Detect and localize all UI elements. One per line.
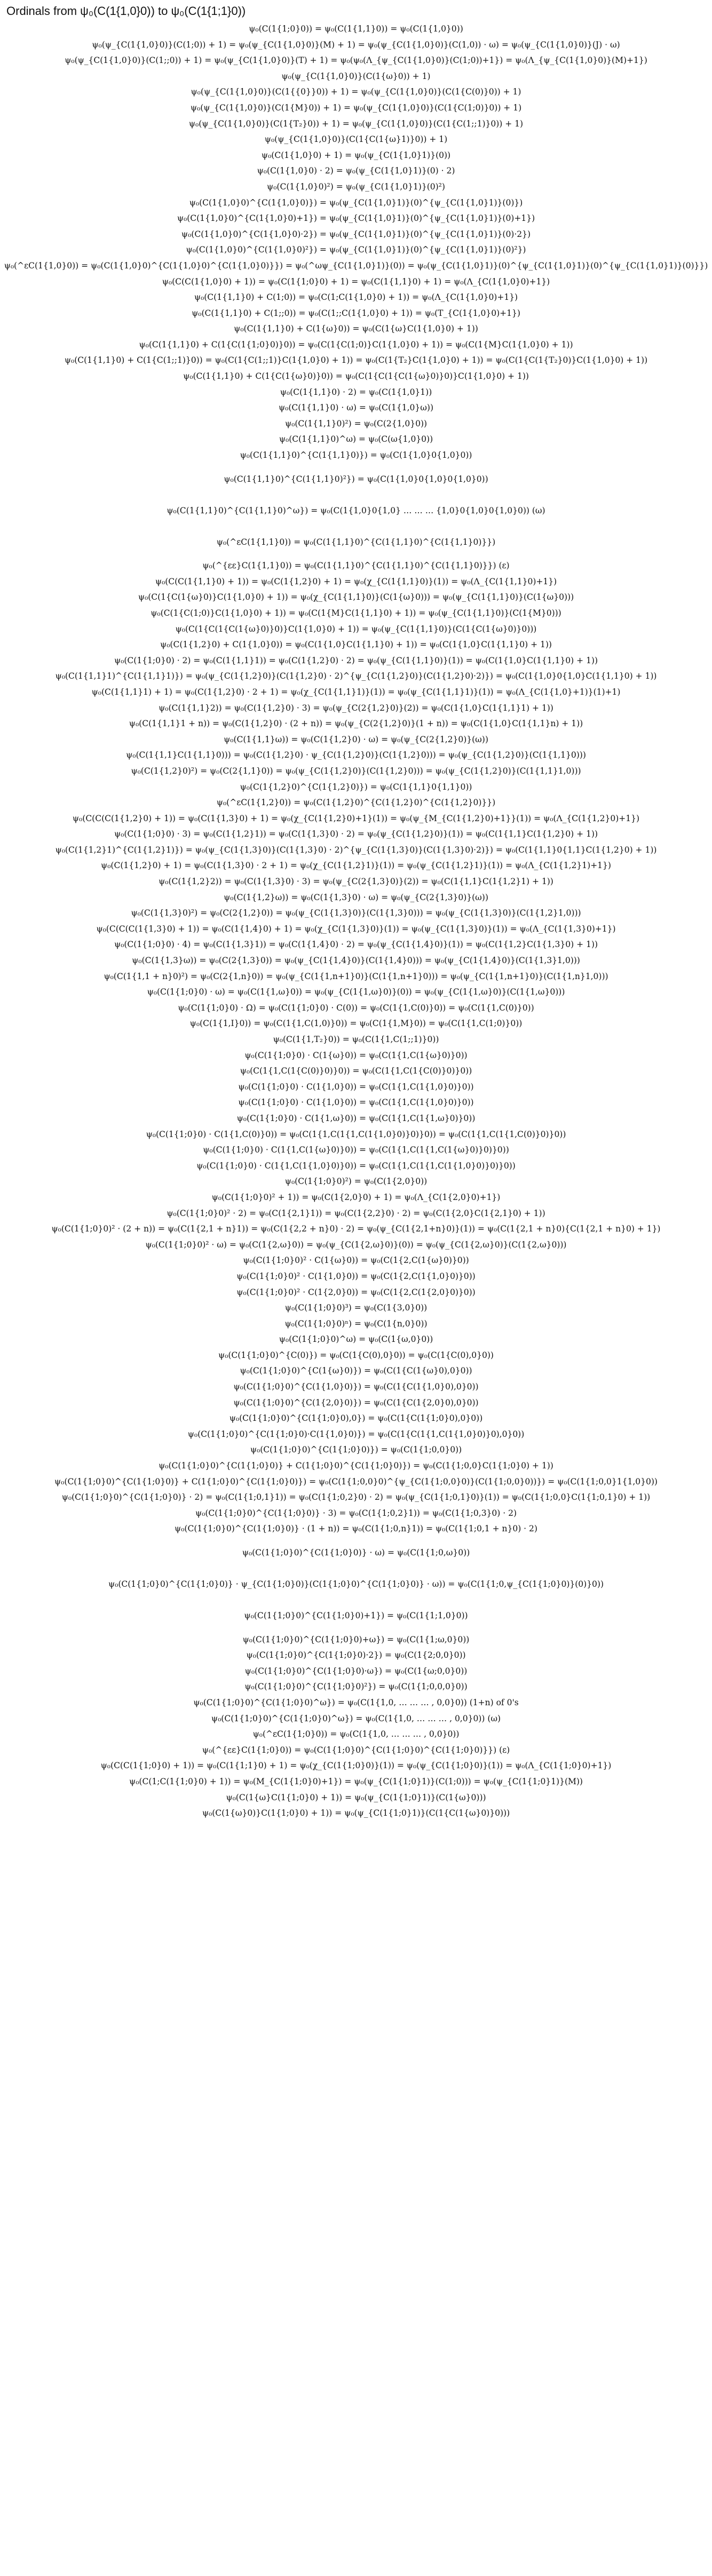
equation-row: ψ₀(^{εε}C(1{1;0}0)) = ψ₀(C(1{1;0}0)^{C(1{1;0}0)^{C(1{1;0}0)}}) (ε)	[202, 1745, 510, 1755]
equation-row: ψ₀(C(1{1;0}0) · 3) = ψ₀(C(1{1,2}1)) = ψ₀(C(1{1,3}0) · 2) = ψ₀(ψ_{C(1{1,2}0)}(1)) = ψ₀(C(1{1,1}C(1{1,2}0) + 1))	[114, 829, 598, 839]
equation-row: ψ₀(C(1{1;0}0) · C(1{1,ω}0)) = ψ₀(C(1{1,C(1{1,ω}0)}0))	[236, 1113, 476, 1123]
equation-row: ψ₀(C(C(1{1;0}0) + 1)) = ψ₀(C(1{1;1}0) + 1) = ψ₀(χ_{C(1{1;0}0)}(1)) = ψ₀(ψ_{C(1{1;0}0)}(1)) = ψ₀(Λ_{C(1{1;0}0)+1})	[100, 1761, 612, 1771]
equation-row: ψ₀(ψ_{C(1{1,0}0)}(C(1{C(1{ω}1)}0)) + 1)	[264, 134, 448, 145]
equation-row: ψ₀(C(1{1;0}0)² · C(1{2,0}0)) = ψ₀(C(1{2,C(1{2,0}0)}0))	[236, 1287, 476, 1297]
equation-row: ψ₀(C(1{1;0}0)² + 1)) = ψ₀(C(1{2,0}0) + 1) = ψ₀(Λ_{C(1{2,0}0)+1})	[211, 1192, 501, 1202]
equation-row: ψ₀(C(1{1;0}0) · C(1{1,C(1{1,0}0)}0)) = ψ₀(C(1{1,C(1{1,C(1{1,0}0)}0)}0))	[196, 1160, 516, 1171]
equation-row: ψ₀(C(1{1;0}0)² · 2) = ψ₀(C(1{2,1}1)) = ψ₀(C(1{2,2}0) · 2) = ψ₀(C(1{2,0}C(1{2,1}0) + 1))	[167, 1208, 545, 1218]
equation-row: ψ₀(C(C(1{1,1}0) + 1)) = ψ₀(C(1{1,2}0) + 1) = ψ₀(χ_{C(1{1,1}0)}(1)) = ψ₀(Λ_{C(1{1,1}0)+1})	[155, 576, 557, 586]
equation-list	[0, 21, 712, 1822]
equation-row: ψ₀(C(1{1,2}0) + C(1{1,0}0)) = ψ₀(C(1{1,0}C(1{1,1}0) + 1)) = ψ₀(C(1{1,0}C(1{1,1}0) + 1))	[160, 640, 552, 650]
equation-row: ψ₀(C(1{1,0}0)^{C(1{1,0}0)+1}) = ψ₀(ψ_{C(1{1,0}1)}(0)^{ψ_{C(1{1,0}1)}(0)+1})	[177, 213, 535, 224]
equation-row: ψ₀(ψ_{C(1{1,0}0)}(C(1{M}0)) + 1) = ψ₀(ψ_{C(1{1,0}0)}(C(1{C(1;0)}0)) + 1)	[190, 102, 522, 113]
equation-row: ψ₀(ψ_{C(1{1,0}0)}(C(1{ω}0)) + 1)	[281, 71, 431, 81]
equation-row: ψ₀(C(1{1,1}1) + 1) = ψ₀(C(1{1,2}0) · 2 + 1) = ψ₀(χ_{C(1{1,1}1)}(1)) = ψ₀(ψ_{C(1{1,1}1)}(1)) = ψ₀(Λ_{C(1{1,0}+1)}(1)+1)	[91, 687, 621, 697]
equation-row: ψ₀(C(1{1,1}1 + n)) = ψ₀(C(1{1,2}0) · (2 + n)) = ψ₀(ψ_{C(2{1,2}0)}(1 + n)) = ψ₀(C(1{1,0}C(1{1,1}n) + 1))	[129, 719, 583, 729]
equation-row: ψ₀(C(C(C(1{1,3}0) + 1)) = ψ₀(C(1{1,4}0) + 1) = ψ₀(χ_{C(1{1,3}0)}(1)) = ψ₀(ψ_{C(1{1,3}0)}(1)) = ψ₀(Λ_{C(1{1,3}0)+1})	[96, 924, 616, 934]
equation-row: ψ₀(C(1{1;0}0)^{C(1{1;0}0)^ω}) = ψ₀(C(1{1,0, … … … , 0,0}0)) (ω)	[211, 1713, 501, 1723]
equation-row: ψ₀(C(1{1;0}0)^{C(0)}) = ψ₀(C(1{C(0),0}0)) = ψ₀(C(1{C(0),0}0))	[218, 1350, 494, 1360]
equation-row: ψ₀(C(1{1,1}0) · ω) = ψ₀(C(1{1,0}ω))	[278, 403, 434, 413]
equation-row: ψ₀(C(1{1,1}0) + C(1{C(1{1;0}0)}0)) = ψ₀(C(1{C(1;0)}C(1{1,0}0) + 1)) = ψ₀(C(1{M}C(1{1,0}0) + 1))	[139, 339, 573, 349]
equation-row: ψ₀(C(1{1,1}2)) = ψ₀(C(1{1,2}0) · 3) = ψ₀(ψ_{C(2{1,2}0)}(2)) = ψ₀(C(1{1,0}C(1{1,1}1) + 1))	[159, 703, 553, 713]
equation-row: ψ₀(C(1{1;0}0)^{C(1{1;0}0)+1}) = ψ₀(C(1{1;1,0}0))	[244, 1611, 468, 1621]
equation-row: ψ₀(C(1{1,0}0)^{C(1{1,0}0)·2}) = ψ₀(ψ_{C(1{1,0}1)}(0)^{ψ_{C(1{1,0}1)}(0)·2})	[181, 229, 531, 239]
page-title: Ordinals from ψ₀(C(1{1,0}0)) to ψ₀(C(1{1;1}0))	[6, 4, 246, 18]
equation-row: ψ₀(C(1{1;0}0) · C(1{1,C(1{ω}0)}0)) = ψ₀(C(1{1,C(1{1,C(1{ω}0)}0)}0))	[203, 1145, 509, 1155]
equation-row: ψ₀(C(1{ω}C(1{1;0}0) + 1)) = ψ₀(ψ_{C(1{1;0}1)}(C(1{ω}0)))	[226, 1792, 486, 1802]
equation-row: ψ₀(C(1{1;0}0)² · ω) = ψ₀(C(1{2,ω}0)) = ψ₀(ψ_{C(1{2,ω}0)}(0)) = ψ₀(ψ_{C(1{2,ω}0)}(C(1{2,ω}0)))	[145, 1239, 567, 1250]
equation-row: ψ₀(C(1{1,1}0) + C(1{C(1{ω}0)}0)) = ψ₀(C(1{C(1{C(1{ω}0)}0)}C(1{1,0}0) + 1))	[183, 371, 529, 381]
equation-row: ψ₀(C(1{1;0}0)^{C(1{1;0}0)} · ω) = ψ₀(C(1{1;0,ω}0))	[242, 1548, 470, 1557]
equation-row: ψ₀(C(1{1;0}0)^{C(1{1;0}0)} · ψ_{C(1{1;0}0)}(C(1{1;0}0)^{C(1{1;0}0)} · ω)) = ψ₀(C(1{1;0,ψ_{C(1{1;0}0)}(0)}0))	[108, 1579, 604, 1589]
equation-row: ψ₀(C(1{1,1}0) · 2) = ψ₀(C(1{1,0}1))	[280, 387, 432, 397]
equation-row: ψ₀(^εC(1{1;0}0)) = ψ₀(C(1{1,0, … … … , 0,0}0))	[252, 1729, 460, 1739]
equation-row: ψ₀(C(1{1,1}ω)) = ψ₀(C(1{1,2}0) · ω) = ψ₀(ψ_{C(2{1,2}0)}(ω))	[224, 734, 488, 744]
equation-row: ψ₀(C(1{1,1}C(1{1,1}0))) = ψ₀(C(1{1,2}0) · ψ_{C(1{1,2}0)}(C(1{1,2}0))) = ψ₀(ψ_{C(1{1,2}0)}(C(1{1,1}0)))	[126, 750, 586, 760]
equation-row: ψ₀(C(1{1,1}0) + C(1;;0)) = ψ₀(C(1;;C(1{1,0}0) + 1)) = ψ₀(T_{C(1{1,0}0)+1})	[192, 308, 520, 318]
equation-row: ψ₀(C(1{1,0}0) + 1) = ψ₀(ψ_{C(1{1,0}1)}(0))	[261, 150, 451, 160]
equation-row: ψ₀(C(1{1,2}0)²) = ψ₀(C(2{1,1}0)) = ψ₀(ψ_{C(1{1,2}0)}(C(1{1,2}0))) = ψ₀(ψ_{C(1{1,2}0)}(C(1{1,1}1,0)))	[131, 766, 581, 776]
equation-row: ψ₀(C(1{1,I}0)) = ψ₀(C(1{1,C(1,0)}0)) = ψ₀(C(1{1,M}0)) = ψ₀(C(1{1,C(1;0)}0))	[189, 1019, 523, 1029]
equation-row: ψ₀(^εC(1{1,1}0)) = ψ₀(C(1{1,1}0)^{C(1{1,1}0)^{C(1{1,1}0)}})	[216, 537, 496, 547]
equation-row: ψ₀(C(1{1;0}0)^{C(1{1;0}0)} · (1 + n)) = ψ₀(C(1{1;0,n}1)) = ψ₀(C(1{1;0,1 + n}0) · 2)	[175, 1524, 537, 1534]
equation-row: ψ₀(^εC(1{1,0}0)) = ψ₀(C(1{1,0}0)^{C(1{1,0}0)^{C(1{1,0}0)}}) = ψ₀(^ωψ_{C(1{1,0}1)}(0)) = ψ₀(ψ_{C(1{1,0}1)}(0)^{ψ_{C(1{1,0}1)}(0)^{ψ_{C(1{1,0}1)}(0)}})	[4, 260, 708, 271]
equation-row: ψ₀(C(1{1,3}ω)) = ψ₀(C(2{1,3}0)) = ψ₀(ψ_{C(1{1,4}0)}(C(1{1,4}0))) = ψ₀(ψ_{C(1{1,4}0)}(C(1{1,3}1,0)))	[132, 956, 580, 966]
equation-row: ψ₀(C(1{1,2}0)^{C(1{1,2}0)}) = ψ₀(C(1{1,1}0{1,1}0))	[240, 782, 472, 792]
equation-row: ψ₀(C(1{1;0}0)²) = ψ₀(C(1{2,0}0))	[284, 1176, 428, 1187]
equation-row: ψ₀(C(1{1,1 + n}0)²) = ψ₀(C(2{1,n}0)) = ψ₀(ψ_{C(1{1,n+1}0)}(C(1{1,n+1}0))) = ψ₀(ψ_{C(1{1,n+1}0)}(C(1{1,n}1,0)))	[104, 971, 608, 981]
equation-row: ψ₀(C(1{1,1}0) + C(1;0)) = ψ₀(C(1;C(1{1,0}0) + 1)) = ψ₀(Λ_{C(1{1,0}0)+1})	[194, 292, 518, 303]
equation-row: ψ₀(C(1{1,0}0)^{C(1{1,0}0)}) = ψ₀(ψ_{C(1{1,0}1)}(0)^{ψ_{C(1{1,0}1)}(0)})	[189, 197, 523, 208]
equation-row: ψ₀(C(1{1,2}1)^{C(1{1,2}1)}) = ψ₀(ψ_{C(1{1,3}0)}(C(1{1,3}0) · 2)^{ψ_{C(1{1,3}0)}(C(1{1,3}0)·2)}) = ψ₀(C(1{1,1}0{1,1}C(1{1,2}0) + 1))	[55, 845, 657, 855]
equation-row: ψ₀(C(1{1;0}0)^{C(1{1;0}0),0}) = ψ₀(C(1{C(1{1;0}0),0}0))	[229, 1413, 483, 1424]
equation-row: ψ₀(C(1{1,1}0)^ω) = ψ₀(C(ω{1,0}0))	[279, 434, 433, 444]
equation-row: ψ₀(C(1;C(1{1;0}0) + 1)) = ψ₀(M_{C(1{1;0}0)+1}) = ψ₀(ψ_{C(1{1;0}1)}(C(1;0))) = ψ₀(ψ_{C(1{1;0}1)}(M))	[129, 1776, 583, 1786]
equation-row: ψ₀(C(1{1;0}0) · ω) = ψ₀(C(1{1,ω}0)) = ψ₀(ψ_{C(1{1,ω}0)}(0)) = ψ₀(ψ_{C(1{1,ω}0)}(C(1{1,ω}0)))	[147, 987, 565, 997]
equation-row: ψ₀(C(1{1;0}0)² · C(1{ω}0)) = ψ₀(C(1{2,C(1{ω}0)}0))	[243, 1255, 469, 1266]
equation-row: ψ₀(C(1{1,1}0)^{C(1{1,1}0)²}) = ψ₀(C(1{1,0}0{1,0}0{1,0}0))	[224, 474, 488, 484]
equation-row: ψ₀(C(1{C(1;0)}C(1{1,0}0) + 1)) = ψ₀(C(1{M}C(1{1,1}0) + 1)) = ψ₀(ψ_{C(1{1,1}0)}(C(1{M}0)))	[151, 608, 561, 618]
equation-row: ψ₀(C(1{1;0}0)^{C(1{1;0}0)+ω}) = ψ₀(C(1{1;ω,0}0))	[242, 1634, 470, 1644]
equation-row: ψ₀(C(1{1;0}0) · C(1{1,C(0)}0)) = ψ₀(C(1{1,C(1{1,C(1{1,0}0)}0)}0)) = ψ₀(C(1{1,C(1{1,C(0)}0)}0))	[146, 1129, 566, 1139]
equation-row: ψ₀(C(1{1,C(1{C(0)}0)}0)) = ψ₀(C(1{1,C(1{C(0)}0)}0))	[240, 1066, 472, 1076]
equation-row: ψ₀(C(1{1,1}0)^{C(1{1,1}0)}) = ψ₀(C(1{1,0}0{1,0}0))	[240, 450, 472, 460]
equation-row: ψ₀(C(1{1,1}0)²) = ψ₀(C(2{1,0}0))	[284, 418, 428, 428]
equation-row: ψ₀(C(1{1;0}0) · C(1{1,0}0)) = ψ₀(C(1{1,C(1{1,0}0)}0))	[238, 1098, 474, 1108]
equation-row: ψ₀(C(1{1,1}0) + C(1{ω}0)) = ψ₀(C(1{ω}C(1{1,0}0) + 1))	[234, 324, 478, 334]
equation-row: ψ₀(C(1{1;0}0) · 2) = ψ₀(C(1{1,1}1)) = ψ₀(C(1{1,2}0) · 2) = ψ₀(ψ_{C(1{1,1}0)}(1)) = ψ₀(C(1{1,0}C(1{1,1}0) + 1))	[114, 655, 598, 665]
equation-row: ψ₀(C(1{1,2}ω)) = ψ₀(C(1{1,3}0) · ω) = ψ₀(ψ_{C(2{1,3}0)}(ω))	[224, 892, 488, 902]
equation-row: ψ₀(C(1{1,0}0) · 2) = ψ₀(ψ_{C(1{1,0}1)}(0) · 2)	[257, 166, 455, 176]
equation-row: ψ₀(C(1{1;0}0) · Ω) = ψ₀(C(1{1;0}0) · C(0)) = ψ₀(C(1{1,C(0)}0)) = ψ₀(C(1{1,C(0)}0))	[178, 1003, 534, 1013]
equation-row: ψ₀(C(1{1;0}0)² · (2 + n)) = ψ₀(C(1{2,1 + n}1)) = ψ₀(C(1{2,2 + n}0) · 2) = ψ₀(ψ_{C(1{2,1+n}0)}(1)) = ψ₀(C(1{2,1 + n}0){C(1{2,1 + n}0) + 1})	[51, 1224, 661, 1234]
equation-row: ψ₀(C(1{1;0}0) · C(1{1,0}0)) = ψ₀(C(1{1,C(1{1,0}0)}0))	[238, 1082, 474, 1092]
equation-row: ψ₀(C(1{1;0}0)^{C(1{1;0}0)^ω}) = ψ₀(C(1{1,0, … … … , 0,0}0)) (1+n) of 0's	[193, 1697, 519, 1707]
equation-row: ψ₀(C(1{1,2}2)) = ψ₀(C(1{1,3}0) · 3) = ψ₀(ψ_{C(2{1,3}0)}(2)) = ψ₀(C(1{1,1}C(1{1,2}1) + 1))	[159, 877, 553, 887]
equation-row: ψ₀(ψ_{C(1{1,0}0)}(C(1;0)) + 1) = ψ₀(ψ_{C(1{1,0}0)}(M) + 1) = ψ₀(ψ_{C(1{1,0}0)}(C(1,0)) · ω) = ψ₀(ψ_{C(1{1,0}0)}(J) · ω)	[92, 39, 620, 50]
equation-row: ψ₀(C(1{1,1}1)^{C(1{1,1}1)}) = ψ₀(ψ_{C(1{1,2}0)}(C(1{1,2}0) · 2)^{ψ_{C(1{1,2}0)}(C(1{1,2}0)·2)}) = ψ₀(C(1{1,0}0{1,0}C(1{1,1}0) + 1))	[55, 671, 657, 681]
equation-row: ψ₀(C(1{1;0}0)^{C(1{1;0}0)·ω}) = ψ₀(C(1{ω;0,0}0))	[244, 1666, 468, 1676]
equation-row: ψ₀(ψ_{C(1{1,0}0)}(C(1{T₂}0)) + 1) = ψ₀(ψ_{C(1{1,0}0)}(C(1{C(1;;1)}0)) + 1)	[188, 118, 524, 129]
equation-row: ψ₀(^{εε}C(1{1,1}0)) = ψ₀(C(1{1,1}0)^{C(1{1,1}0)^{C(1{1,1}0)}}) (ε)	[202, 561, 510, 571]
equation-row: ψ₀(C(C(1{1,0}0) + 1)) = ψ₀(C(1{1;0}0) + 1) = ψ₀(C(1{1,1}0) + 1) = ψ₀(Λ_{C(1{1,0}0)+1})	[162, 276, 550, 287]
equation-row: ψ₀(C(1{1;0}0)) = ψ₀(C(1{1,1}0)) = ψ₀(C(1{1,0}0))	[249, 24, 463, 34]
equation-row: ψ₀(C(1{ω}0)}C(1{1;0}0) + 1)) = ψ₀(ψ_{C(1{1;0}1)}(C(1{C(1{ω}0)}0)))	[202, 1808, 510, 1818]
equation-row: ψ₀(ψ_{C(1{1,0}0)}(C(1{{0}}0)) + 1) = ψ₀(ψ_{C(1{1,0}0)}(C(1{C(0)}0)) + 1)	[191, 87, 521, 97]
equation-row: ψ₀(C(1{1;0}0)^{C(1{2,0}0)}) = ψ₀(C(1{C(1{2,0}0),0}0))	[233, 1397, 479, 1408]
equation-row: ψ₀(C(1{1,0}0)^{C(1{1,0}0)²}) = ψ₀(ψ_{C(1{1,0}1)}(0)^{ψ_{C(1{1,0}1)}(0)²})	[186, 245, 526, 255]
equation-row: ψ₀(C(1{1,T₂}0)) = ψ₀(C(1{1,C(1;;1)}0))	[273, 1035, 439, 1044]
equation-row: ψ₀(C(1{1;0}0)^{C(1{ω}0)}) = ψ₀(C(1{C(1{ω}0),0}0))	[240, 1366, 472, 1376]
equation-row: ψ₀(C(1{1;0}0)^ω) = ψ₀(C(1{ω,0}0))	[279, 1334, 433, 1345]
equation-row: ψ₀(C(1{1;0}0)² · C(1{1,0}0)) = ψ₀(C(1{2,C(1{1,0}0)}0))	[236, 1271, 476, 1281]
equation-row: ψ₀(C(1{1,1}0)^{C(1{1,1}0)^ω}) = ψ₀(C(1{1,0}0{1,0} … … … {1,0}0{1,0}0{1,0}0)) (ω)	[167, 505, 545, 515]
equation-row: ψ₀(C(1{1;0}0)^{C(1{1;0}0)} + C(1{1;0}0)^{C(1{1;0}0)}) = ψ₀(C(1{1;0,0}C(1{1;0}0) + 1))	[159, 1461, 553, 1471]
equation-row: ψ₀(C(1{C(1{C(1{ω}0)}0)}C(1{1,0}0) + 1)) = ψ₀(ψ_{C(1{1,1}0)}(C(1{C(1{ω}0)}0)))	[175, 624, 537, 634]
equation-row: ψ₀(^εC(1{1,2}0)) = ψ₀(C(1{1,2}0)^{C(1{1,2}0)^{C(1{1,2}0)}})	[216, 798, 496, 808]
equation-row: ψ₀(C(1{1,1}0) + C(1{C(1;;1)}0)) = ψ₀(C(1{C(1;;1)}C(1{1,0}0) + 1)) = ψ₀(C(1{T₂}C(1{1,0}0) + 1)) = ψ₀(C(1{C(1{T₂}0)}C(1{1,0}0) + 1))	[64, 355, 648, 365]
equation-row: ψ₀(C(1{1;0}0)^{C(1{1;0}0)} · 2) = ψ₀(C(1{1;0,1}1)) = ψ₀(C(1{1;0,2}0) · 2) = ψ₀(ψ_{C(1{1;0,1}0)}(1)) = ψ₀(C(1{1;0,0}C(1{1;0,1}0) + 1))	[61, 1492, 651, 1502]
equation-row: ψ₀(C(1{1;0}0)^{C(1{1;0}0)}) = ψ₀(C(1{1;0,0}0))	[250, 1445, 462, 1455]
equation-row: ψ₀(C(1{1,2}0) + 1) = ψ₀(C(1{1,3}0) · 2 + 1) = ψ₀(χ_{C(1{1,2}1)}(1)) = ψ₀(ψ_{C(1{1,2}1)}(1)) = ψ₀(Λ_{C(1{1,2}1)+1})	[101, 861, 611, 871]
equation-row: ψ₀(C(1{1;0}0) · 4) = ψ₀(C(1{1,3}1)) = ψ₀(C(1{1,4}0) · 2) = ψ₀(ψ_{C(1{1,4}0)}(1)) = ψ₀(C(1{1,2}C(1{1,3}0) + 1))	[114, 940, 598, 950]
equation-row: ψ₀(C(1{1;0}0)^{C(1{1;0}0)²}) = ψ₀(C(1{1;0,0,0}0))	[244, 1682, 468, 1692]
equation-row: ψ₀(C(1{1;0}0)^{C(1{1,0}0)}) = ψ₀(C(1{C(1{1,0}0),0}0))	[233, 1382, 479, 1392]
equation-row: ψ₀(C(1{1;0}0)^{C(1{1;0}0)} + C(1{1;0}0)^{C(1{1;0}0)}) = ψ₀(C(1{1;0,0}0)^{ψ_{C(1{1;0,0}0)}(C(1{1;0,0}0))}) = ψ₀(C(1{1;0,0}1{1,0}0))	[54, 1476, 658, 1486]
equation-row: ψ₀(C(1{1,0}0)²) = ψ₀(ψ_{C(1{1,0}1)}(0)²)	[267, 181, 445, 192]
equation-row: ψ₀(C(1{1;0}0)³) = ψ₀(C(1{3,0}0))	[284, 1303, 428, 1313]
equation-row: ψ₀(C(1{1;0}0)^{C(1{1;0}0)·2}) = ψ₀(C(1{2;0,0}0))	[246, 1650, 466, 1660]
equation-row: ψ₀(C(1{1;0}0)^{C(1{1;0}0)} · 3) = ψ₀(C(1{1;0,2}1)) = ψ₀(C(1{1;0,3}0) · 2)	[195, 1508, 517, 1518]
equation-row: ψ₀(C(1{1;0}0)^{C(1{1;0}0)·C(1{1,0}0)}) = ψ₀(C(1{C(1{1,C(1{1,0}0)}0),0}0))	[187, 1429, 525, 1439]
equation-row: ψ₀(C(1{C(1{ω}0)}C(1{1,0}0) + 1)) = ψ₀(χ_{C(1{1,1}0)}(C(1{ω}0))) = ψ₀(ψ_{C(1{1,1}0)}(C(1{ω}0)))	[138, 592, 574, 602]
equation-row: ψ₀(ψ_{C(1{1,0}0)}(C(1;;0)) + 1) = ψ₀(ψ_{C(1{1,0}0)}(T) + 1) = ψ₀(ψ₀(Λ_{ψ_{C(1{1,0}0)}(C(1;0))+1}) = ψ₀(Λ_{ψ_{C(1{1,0}0)}(M)+1})	[65, 55, 647, 66]
equation-row: ψ₀(C(C(C(1{1,2}0) + 1)) = ψ₀(C(1{1,3}0) + 1) = ψ₀(χ_{C(1{1,2}0)+1}(1)) = ψ₀(ψ_{M_{C(1{1,2}0)+1}}(1)) = ψ₀(Λ_{C(1{1,2}0)+1})	[72, 813, 640, 823]
equation-row: ψ₀(C(1{1;0}0)ⁿ) = ψ₀(C(1{n,0}0))	[284, 1318, 428, 1329]
equation-row: ψ₀(C(1{1;0}0) · C(1{ω}0)) = ψ₀(C(1{1,C(1{ω}0)}0))	[244, 1050, 468, 1060]
equation-row: ψ₀(C(1{1,3}0)²) = ψ₀(C(2{1,2}0)) = ψ₀(ψ_{C(1{1,3}0)}(C(1{1,3}0))) = ψ₀(ψ_{C(1{1,3}0)}(C(1{1,2}1,0)))	[131, 908, 581, 918]
